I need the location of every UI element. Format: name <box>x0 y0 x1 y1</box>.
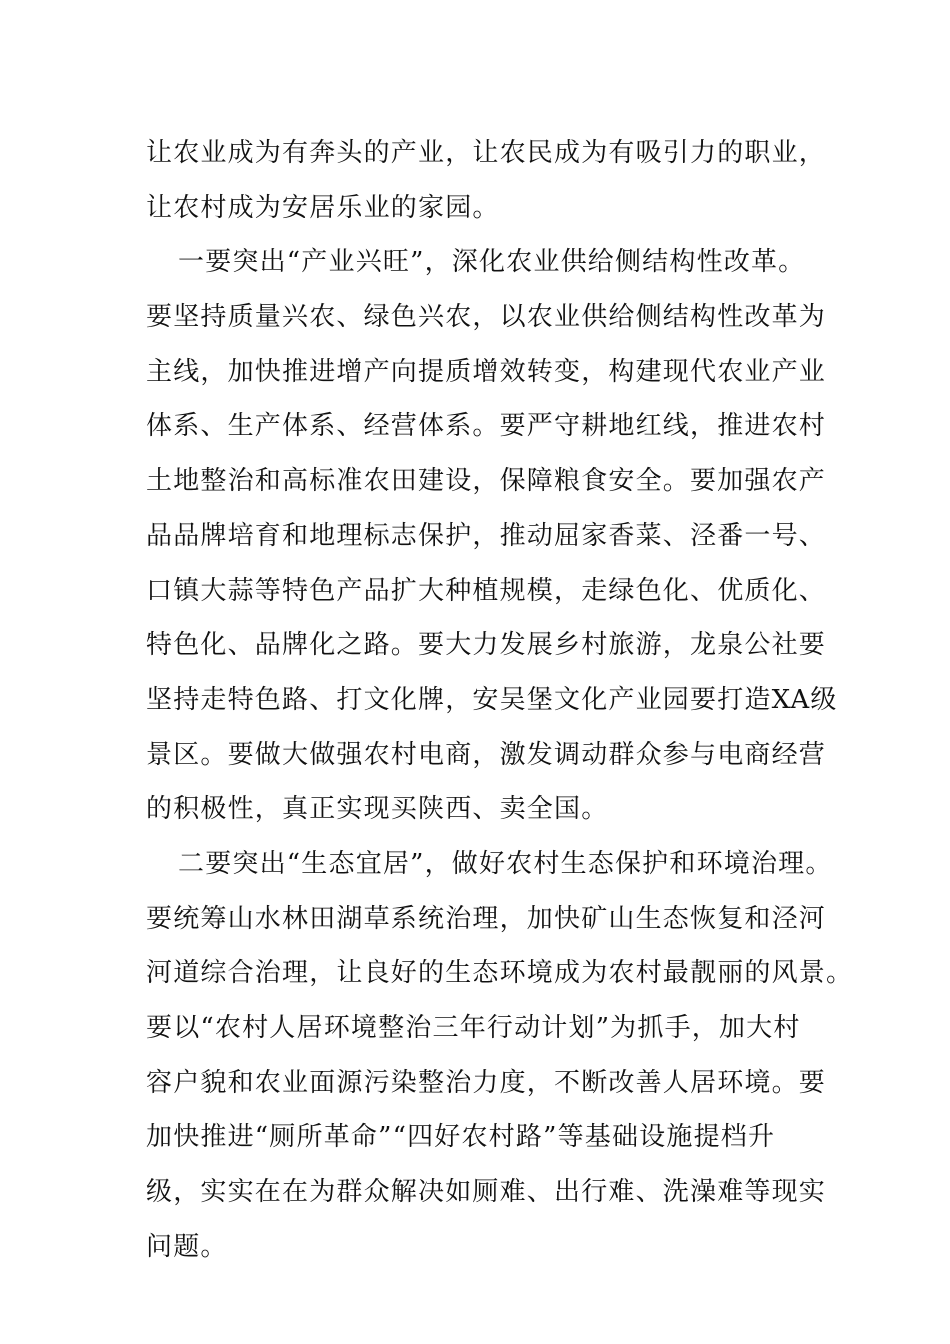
text-line: 土地整治和高标准农田建设，保障粮食安全。要加强农产 <box>146 466 827 497</box>
text-line: 加快推进“厕所革命”“四好农村路”等基础设施提档升 <box>146 1122 776 1153</box>
text-line: 品品牌培育和地理标志保护，推动屈家香菜、泾番一号、 <box>146 520 827 551</box>
text-line: 景区。要做大做强农村电商，激发调动群众参与电商经营 <box>146 739 827 770</box>
text-line: 特色化、品牌化之路。要大力发展乡村旅游，龙泉公社要 <box>146 630 827 661</box>
text-line: 的积极性，真正实现买陕西、卖全国。 <box>146 794 609 825</box>
text-line: 体系、生产体系、经营体系。要严守耕地红线，推进农村 <box>146 411 827 442</box>
paragraph-start-line: 一要突出“产业兴旺”，深化农业供给侧结构性改革。 <box>178 247 806 278</box>
text-line: 要以“农村人居环境整治三年行动计划”为抓手，加大村 <box>146 1013 801 1043</box>
body-text <box>146 126 854 1274</box>
text-line: 坚持走特色路、打文化牌，安吴堡文化产业园要打造XA级 <box>146 684 838 715</box>
text-line: 口镇大蒜等特色产品扩大种植规模，走绿色化、优质化、 <box>146 575 827 606</box>
text-line: 让农业成为有奔头的产业，让农民成为有吸引力的职业， <box>146 138 827 168</box>
text-line: 主线，加快推进增产向提质增效转变，构建现代农业产业 <box>146 356 827 387</box>
text-line: 问题。 <box>146 1231 228 1262</box>
text-line: 级，实实在在为群众解决如厕难、出行难、洗澡难等现实 <box>146 1177 827 1208</box>
text-line: 要统筹山水林田湖草系统治理，加快矿山生态恢复和泾河 <box>146 903 827 934</box>
paragraph-start-line: 二要突出“生态宜居”，做好农村生态保护和环境治理。 <box>178 848 833 879</box>
text-line: 让农村成为安居乐业的家园。 <box>146 192 500 223</box>
text-line: 要坚持质量兴农、绿色兴农，以农业供给侧结构性改革为 <box>146 302 827 333</box>
text-line: 河道综合治理，让良好的生态环境成为农村最靓丽的风景。 <box>146 958 854 989</box>
text-line: 容户貌和农业面源污染整治力度，不断改善人居环境。要 <box>146 1067 827 1098</box>
